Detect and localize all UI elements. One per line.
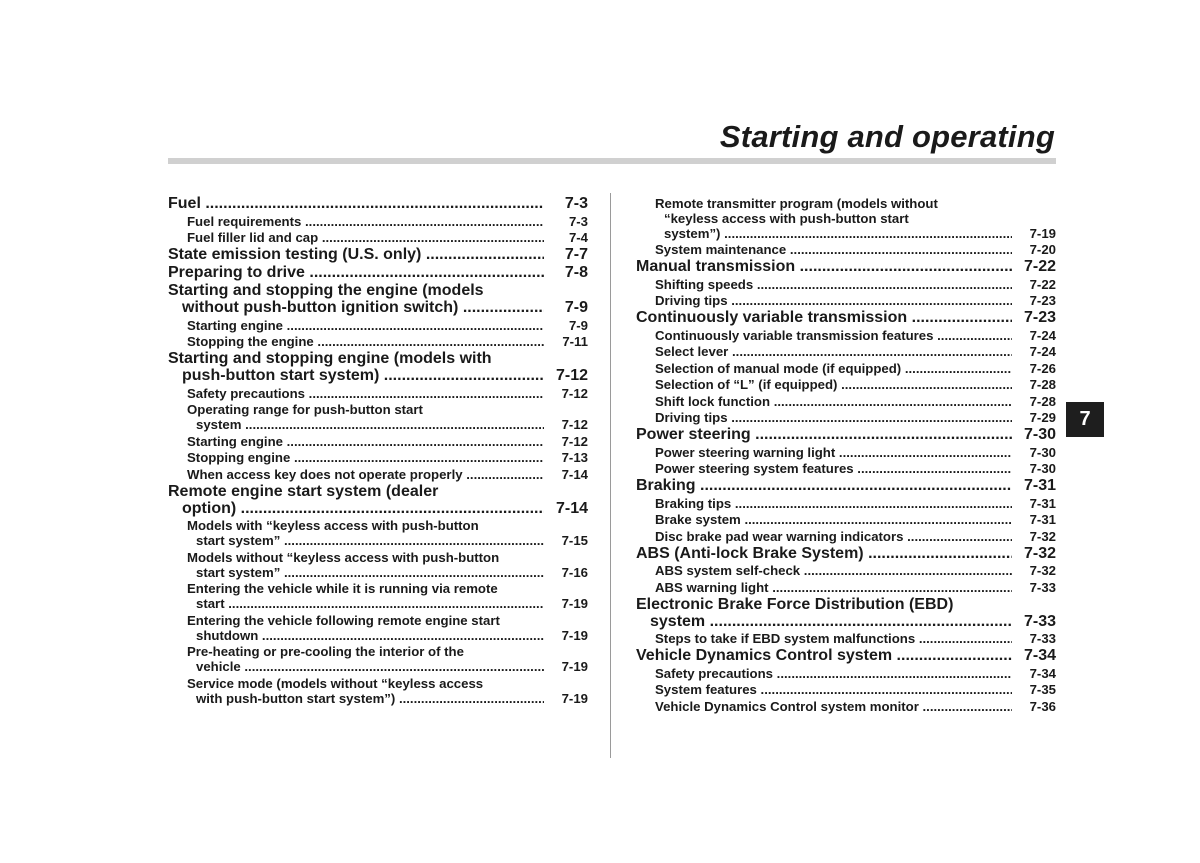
toc-subsection-entry[interactable]	[636, 344, 1056, 359]
toc-entry-title-line: Disc brake pad wear warning indicators .....	[655, 529, 1012, 544]
toc-subsection-entry[interactable]	[636, 242, 1056, 257]
toc-entry-title-line: shutdown .....	[187, 628, 544, 643]
toc-page-number: 7-12	[561, 417, 588, 432]
toc-page-number: 7-34	[1023, 647, 1056, 664]
toc-subsection-entry[interactable]	[168, 334, 588, 349]
toc-page-number: 7-4	[568, 230, 588, 245]
toc-page-number: 7-34	[1029, 665, 1056, 681]
toc-page-number: 7-24	[1029, 344, 1056, 359]
toc-entry-title-line: Shift lock function .....	[655, 394, 1012, 409]
toc-page-number: 7-3	[568, 213, 588, 229]
toc-page-number: 7-19	[561, 596, 588, 611]
toc-section-entry[interactable]	[636, 477, 1056, 494]
toc-page-number: 7-32	[1023, 544, 1056, 562]
toc-subsection-entry[interactable]	[636, 512, 1056, 527]
toc-entry-title	[655, 496, 1012, 511]
toc-subsection-entry[interactable]	[168, 318, 588, 333]
toc-entry-title-line: System maintenance .....	[655, 242, 1012, 257]
toc-entry-title	[187, 518, 544, 548]
toc-entry-title-line: Fuel requirements .....	[187, 214, 544, 229]
toc-page-number: 7-20	[1029, 242, 1056, 257]
toc-entry-title	[636, 647, 1012, 664]
toc-entry-title-line: Operating range for push-button start	[187, 402, 423, 417]
toc-entry-title-line: ABS (Anti-lock Brake System) .....	[636, 545, 1012, 562]
toc-entry-title	[636, 545, 1012, 562]
toc-entry-title	[655, 666, 1012, 681]
toc-entry-title	[655, 277, 1012, 292]
toc-subsection-entry[interactable]	[636, 328, 1056, 343]
toc-subsection-entry[interactable]	[168, 386, 588, 401]
toc-page-number: 7-9	[564, 299, 588, 316]
toc-entry-title-line: push-button start system) .....	[168, 367, 544, 384]
toc-entry-title-line: Remote transmitter program (models without	[655, 195, 938, 211]
toc-entry-title	[168, 246, 544, 263]
toc-entry-title	[655, 445, 1012, 460]
toc-entry-title-line: Electronic Brake Force Distribution (EBD)	[636, 595, 954, 613]
toc-page-number: 7-15	[561, 533, 588, 548]
toc-entry-title	[187, 334, 544, 349]
toc-entry-title	[187, 644, 544, 674]
toc-subsection-entry[interactable]	[168, 230, 588, 245]
toc-entry-title-line: Models with “keyless access with push-button	[187, 518, 479, 533]
toc-entry-title	[187, 467, 544, 482]
toc-subsection-entry[interactable]	[636, 277, 1056, 292]
toc-page-number: 7-32	[1029, 563, 1056, 578]
toc-entry-title	[636, 426, 1012, 443]
toc-subsection-entry[interactable]	[168, 434, 588, 449]
toc-entry-title	[655, 394, 1012, 409]
toc-entry-title-line: Manual transmission .....	[636, 258, 1012, 275]
toc-page-number: 7-14	[555, 499, 588, 517]
toc-page-number: 7-33	[1023, 612, 1056, 630]
toc-section-entry[interactable]	[168, 282, 588, 316]
toc-page-number: 7-35	[1029, 682, 1056, 697]
toc-entry-title	[168, 282, 544, 316]
toc-page-number: 7-13	[561, 450, 588, 465]
toc-subsection-entry[interactable]	[636, 666, 1056, 681]
toc-entry-title	[187, 230, 544, 245]
toc-entry-title	[655, 344, 1012, 359]
toc-page-number: 7-12	[555, 367, 588, 384]
toc-entry-title	[655, 293, 1012, 308]
toc-page-number: 7-29	[1029, 410, 1056, 425]
toc-entry-title-line: Shifting speeds .....	[655, 277, 1012, 292]
toc-subsection-entry[interactable]	[636, 377, 1056, 392]
toc-entry-title-line: vehicle .....	[187, 659, 544, 674]
toc-entry-title-line: Selection of “L” (if equipped) .....	[655, 377, 1012, 392]
toc-entry-title-line: system .....	[187, 417, 544, 432]
toc-page-number: 7-19	[561, 627, 588, 643]
toc-entry-title	[636, 596, 1012, 630]
toc-entry-title-line: Power steering .....	[636, 426, 1012, 443]
toc-subsection-entry[interactable]	[636, 410, 1056, 425]
toc-entry-title	[655, 461, 1012, 476]
toc-entry-title	[636, 309, 1012, 326]
toc-subsection-entry[interactable]	[636, 529, 1056, 544]
toc-entry-title-line: Fuel .....	[168, 195, 544, 212]
toc-entry-title-line: Pre-heating or pre-cooling the interior of the	[187, 644, 464, 659]
toc-section-entry[interactable]	[636, 309, 1056, 326]
toc-page-number: 7-9	[568, 317, 588, 333]
toc-section-entry[interactable]	[636, 258, 1056, 275]
toc-entry-title	[168, 483, 544, 517]
toc-entry-title-line: Safety precautions .....	[187, 386, 544, 401]
toc-entry-title-line: start .....	[187, 596, 544, 611]
toc-entry-title	[655, 377, 1012, 392]
toc-section-entry[interactable]	[168, 483, 588, 517]
toc-section-entry[interactable]	[168, 195, 588, 212]
toc-page-number: 7-12	[561, 385, 588, 401]
toc-page-number: 7-14	[561, 466, 588, 482]
toc-page-number: 7-32	[1029, 528, 1056, 544]
toc-entry-title	[187, 550, 544, 580]
toc-entry-title-line: option) .....	[168, 500, 544, 517]
toc-entry-title	[655, 529, 1012, 544]
toc-page-number: 7-16	[561, 564, 588, 580]
toc-entry-title	[187, 613, 544, 643]
toc-entry-title	[636, 477, 1012, 494]
toc-subsection-entry[interactable]	[168, 550, 588, 580]
toc-page-number: 7-33	[1029, 631, 1056, 646]
toc-section-entry[interactable]	[636, 426, 1056, 443]
toc-entry-title-line: Vehicle Dynamics Control system .....	[636, 647, 1012, 664]
toc-subsection-entry[interactable]	[168, 676, 588, 706]
toc-entry-title-line: Selection of manual mode (if equipped) .....	[655, 361, 1012, 376]
toc-entry-title-line: Select lever .....	[655, 344, 1012, 359]
toc-entry-title-line: ABS warning light .....	[655, 580, 1012, 595]
toc-entry-title-line: Vehicle Dynamics Control system monitor .....	[655, 699, 1012, 714]
toc-subsection-entry[interactable]	[636, 496, 1056, 511]
toc-entry-title	[187, 402, 544, 432]
toc-left-column	[168, 194, 588, 706]
toc-entry-title	[655, 563, 1012, 578]
toc-section-entry[interactable]	[168, 350, 588, 384]
toc-entry-title-line: Entering the vehicle following remote engine start	[187, 612, 500, 628]
toc-page-number: 7-22	[1029, 276, 1056, 292]
toc-entry-title	[655, 328, 1012, 343]
toc-page-number: 7-8	[564, 264, 588, 281]
toc-entry-title-line: Starting and stopping engine (models with	[168, 350, 492, 367]
toc-entry-title-line: without push-button ignition switch) .....	[168, 299, 544, 316]
toc-section-entry[interactable]	[168, 246, 588, 263]
toc-entry-title-line: Starting and stopping the engine (models	[168, 282, 484, 299]
toc-page-number: 7-36	[1029, 698, 1056, 714]
toc-entry-title	[636, 258, 1012, 275]
toc-subsection-entry[interactable]	[636, 682, 1056, 697]
toc-page-number: 7-19	[561, 690, 588, 706]
toc-entry-title-line: Entering the vehicle while it is running via remote	[187, 581, 498, 596]
toc-entry-title-line: Power steering warning light .....	[655, 445, 1012, 460]
toc-subsection-entry[interactable]	[636, 580, 1056, 595]
toc-entry-title-line: Driving tips .....	[655, 410, 1012, 425]
toc-entry-title-line: Safety precautions .....	[655, 666, 1012, 681]
toc-subsection-entry[interactable]	[168, 450, 588, 465]
toc-entry-title-line: Starting engine .....	[187, 434, 544, 449]
toc-page-number: 7-28	[1029, 393, 1056, 409]
toc-page-number: 7-22	[1023, 258, 1056, 275]
toc-page-number: 7-31	[1029, 495, 1056, 511]
toc-entry-title	[655, 682, 1012, 697]
toc-entry-title-line: Power steering system features .....	[655, 461, 1012, 476]
toc-entry-title-line: “keyless access with push-button start	[664, 210, 909, 226]
toc-entry-title-line: Stopping the engine .....	[187, 334, 544, 349]
toc-entry-title	[655, 242, 1012, 257]
toc-entry-title-line: system”) .....	[655, 226, 1012, 241]
toc-section-entry[interactable]	[636, 647, 1056, 664]
toc-subsection-entry[interactable]	[636, 631, 1056, 646]
toc-entry-title	[655, 512, 1012, 527]
toc-entry-title	[168, 195, 544, 212]
toc-entry-title-line: State emission testing (U.S. only) .....	[168, 246, 544, 263]
toc-entry-title-line: Stopping engine .....	[187, 450, 544, 465]
toc-entry-title-line: When access key does not operate properly .....	[187, 467, 544, 482]
toc-subsection-entry[interactable]	[636, 461, 1056, 476]
toc-entry-title	[655, 631, 1012, 646]
toc-subsection-entry[interactable]	[636, 196, 1056, 241]
column-divider	[610, 193, 611, 758]
toc-entry-title	[168, 350, 544, 384]
toc-entry-title	[655, 699, 1012, 714]
toc-subsection-entry[interactable]	[168, 581, 588, 611]
toc-page-number: 7-30	[1029, 461, 1056, 476]
toc-page-number: 7-12	[561, 433, 588, 449]
toc-subsection-entry[interactable]	[636, 699, 1056, 714]
toc-entry-title	[187, 386, 544, 401]
toc-entry-title	[655, 361, 1012, 376]
toc-page-number: 7-7	[564, 246, 588, 263]
toc-entry-title	[187, 581, 544, 611]
toc-page-number: 7-31	[1023, 477, 1056, 494]
toc-entry-title-line: Service mode (models without “keyless access	[187, 675, 484, 691]
toc-entry-title-line: Starting engine .....	[187, 318, 544, 333]
toc-entry-title-line: Fuel filler lid and cap .....	[187, 230, 544, 245]
toc-entry-title-line: Continuously variable transmission features .....	[655, 328, 1012, 343]
toc-subsection-entry[interactable]	[168, 214, 588, 229]
toc-entry-title-line: Driving tips .....	[655, 293, 1012, 308]
toc-subsection-entry[interactable]	[168, 402, 588, 432]
toc-page-number: 7-31	[1029, 512, 1056, 527]
toc-entry-title-line: with push-button start system”) .....	[187, 691, 544, 706]
toc-page-number: 7-11	[562, 334, 588, 349]
toc-entry-title-line: System features .....	[655, 682, 1012, 697]
toc-section-entry[interactable]	[636, 545, 1056, 562]
toc-entry-title	[655, 196, 1012, 241]
toc-entry-title-line: ABS system self-check .....	[655, 563, 1012, 578]
chapter-tab[interactable]: 7	[1066, 402, 1104, 437]
toc-subsection-entry[interactable]	[636, 394, 1056, 409]
toc-subsection-entry[interactable]	[636, 293, 1056, 308]
toc-entry-title	[187, 450, 544, 465]
toc-entry-title-line: system .....	[636, 613, 1012, 630]
toc-page-number: 7-19	[561, 659, 588, 674]
toc-page-number: 7-23	[1029, 293, 1056, 308]
toc-page-number: 7-26	[1029, 360, 1056, 376]
toc-entry-title	[655, 410, 1012, 425]
toc-page-number: 7-30	[1029, 444, 1056, 460]
toc-entry-title-line: start system” .....	[187, 565, 544, 580]
toc-page-number: 7-19	[1029, 225, 1056, 241]
toc-subsection-entry[interactable]	[636, 445, 1056, 460]
toc-subsection-entry[interactable]	[636, 563, 1056, 578]
page-title: Starting and operating	[719, 119, 1055, 154]
toc-subsection-entry[interactable]	[168, 518, 588, 548]
toc-entry-title-line: Braking tips .....	[655, 496, 1012, 511]
toc-entry-title-line: start system” .....	[187, 533, 544, 548]
toc-entry-title-line: Brake system .....	[655, 512, 1012, 527]
toc-page-number: 7-23	[1023, 309, 1056, 326]
toc-subsection-entry[interactable]	[168, 613, 588, 643]
toc-entry-title	[187, 676, 544, 706]
title-underline	[168, 158, 1056, 164]
toc-entry-title-line: Remote engine start system (dealer	[168, 482, 439, 500]
toc-entry-title	[187, 214, 544, 229]
toc-right-column	[636, 194, 1056, 714]
toc-entry-title	[168, 264, 544, 281]
toc-entry-title-line: Continuously variable transmission .....	[636, 309, 1012, 326]
toc-entry-title-line: Steps to take if EBD system malfunctions .....	[655, 631, 1012, 646]
toc-section-entry[interactable]	[168, 264, 588, 281]
toc-entry-title-line: Braking .....	[636, 477, 1012, 494]
toc-section-entry[interactable]	[636, 596, 1056, 630]
toc-entry-title	[655, 580, 1012, 595]
toc-page-number: 7-24	[1029, 327, 1056, 343]
toc-page-number: 7-3	[564, 195, 588, 212]
toc-page-number: 7-28	[1029, 377, 1056, 392]
toc-entry-title	[187, 318, 544, 333]
toc-subsection-entry[interactable]	[168, 467, 588, 482]
toc-entry-title	[187, 434, 544, 449]
toc-page-number: 7-33	[1029, 579, 1056, 595]
toc-subsection-entry[interactable]	[636, 361, 1056, 376]
toc-subsection-entry[interactable]	[168, 644, 588, 674]
toc-page-number: 7-30	[1023, 426, 1056, 443]
toc-entry-title-line: Models without “keyless access with push-button	[187, 549, 500, 565]
toc-entry-title-line: Preparing to drive .....	[168, 264, 544, 281]
